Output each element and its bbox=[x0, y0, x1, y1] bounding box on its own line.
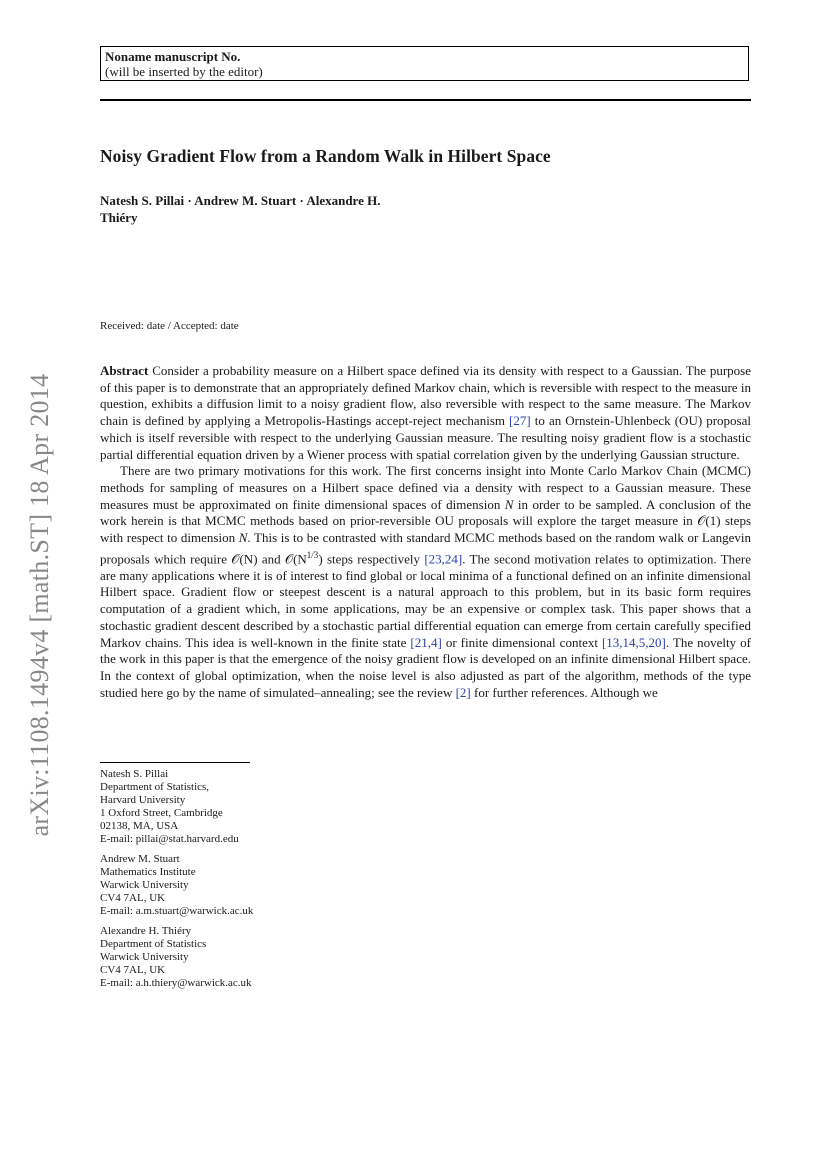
text-span: or finite dimensional context bbox=[441, 634, 602, 650]
editor-note-box bbox=[100, 46, 749, 81]
math-n: N bbox=[504, 496, 514, 512]
affiliation-line: Harvard University bbox=[100, 794, 186, 806]
abstract-label: Abstract bbox=[100, 363, 149, 378]
affiliations bbox=[100, 768, 253, 997]
affiliation-thiery bbox=[100, 925, 253, 990]
affiliation-email: E-mail: pillai@stat.harvard.edu bbox=[100, 833, 239, 845]
footnote-rule bbox=[100, 762, 250, 763]
affiliation-email: E-mail: a.m.stuart@warwick.ac.uk bbox=[100, 905, 254, 917]
affiliation-email: E-mail: a.h.thiery@warwick.ac.uk bbox=[100, 977, 252, 989]
math-big-o: 𝒪(N bbox=[284, 551, 307, 567]
citation-link[interactable]: [21,4] bbox=[410, 634, 442, 650]
text-span: Consider a probability measure on a Hilbert space defined via its density with respect to a Gaussian. The purpose of this paper is to demonstrate that an appropriately defined Markov chain, which is reversible with respect to the measure in question, exhibits a diffusion limit to a noisy gradient flow, also reversible with respect to the same measure. The Markov chain is defined by applying a Metropolis-Hastings accept-reject mechanism bbox=[100, 363, 751, 429]
editor-note: (will be inserted by the editor) bbox=[105, 64, 263, 79]
abstract-paragraph-2 bbox=[100, 463, 751, 701]
affiliation-line: Alexandre H. Thiéry bbox=[100, 925, 192, 937]
author-list bbox=[100, 192, 500, 226]
header-rule bbox=[100, 99, 751, 101]
math-big-o: 𝒪(N) bbox=[231, 551, 258, 567]
text-span: for further references. Although we bbox=[470, 684, 658, 700]
citation-link[interactable]: [27] bbox=[509, 413, 531, 429]
manuscript-number: Noname manuscript No. bbox=[105, 49, 241, 64]
citation-link[interactable]: [23,24] bbox=[424, 551, 463, 567]
abstract-paragraph-1 bbox=[100, 363, 751, 463]
text-span: . The novelty of the work in this paper is that the emergence of the noisy gradient flow is developed on an infinite dimensional Hilbert space. In the context of global optimization, when the noise level is also adjusted as part of the algorithm, methods of the type studied here go by the name of simulated–annealing; see the review bbox=[100, 634, 751, 700]
text-span: and bbox=[257, 551, 285, 567]
math-big-o: 𝒪(1) bbox=[697, 513, 721, 529]
text-span: . This is to be contrasted with standard MCMC methods based on the random walk or Langevin proposals which require bbox=[100, 530, 751, 567]
affiliation-line: Department of Statistics, bbox=[100, 781, 210, 793]
affiliation-line: Natesh S. Pillai bbox=[100, 768, 169, 780]
received-date: Received: date / Accepted: date bbox=[100, 320, 239, 332]
authors-line-2: Thiéry bbox=[100, 210, 138, 225]
authors-line-1: Natesh S. Pillai · Andrew M. Stuart · Alexandre H. bbox=[100, 193, 381, 208]
affiliation-line: Andrew M. Stuart bbox=[100, 853, 180, 865]
citation-link[interactable]: [2] bbox=[455, 684, 471, 700]
text-span: There are two primary motivations for this work. The first concerns insight into Monte Carlo Markov Chain (MCMC) methods for sampling of measures on a Hilbert space defined via a density with respect to a Gaussian measure. These measures must be approximated on finite dimensional spaces of dimension bbox=[100, 463, 751, 512]
affiliation-line: 02138, MA, USA bbox=[100, 820, 179, 832]
affiliation-line: Mathematics Institute bbox=[100, 866, 196, 878]
text-span: to an Ornstein-Uhlenbeck (OU) proposal which is itself reversible with respect to the underlying Gaussian measure. The resulting noisy gradient flow is a stochastic partial differential equation driven by a Wiener process with spatial correlation given by the underlying Gaussian structure. bbox=[100, 413, 751, 462]
text-span: in order to be sampled. A conclusion of the work herein is that MCMC methods based on prior-reversible OU proposals will explore the target measure in bbox=[100, 496, 751, 529]
math-exponent: 1/3 bbox=[306, 549, 319, 560]
affiliation-line: CV4 7AL, UK bbox=[100, 964, 166, 976]
arxiv-stamp: arXiv:1108.1494v4 [math.ST] 18 Apr 2014 bbox=[25, 373, 54, 837]
affiliation-line: Warwick University bbox=[100, 951, 189, 963]
abstract bbox=[100, 363, 751, 701]
affiliation-line: 1 Oxford Street, Cambridge bbox=[100, 807, 223, 819]
math-paren: ) bbox=[318, 551, 323, 567]
text-span: steps with respect to dimension bbox=[100, 513, 751, 546]
text-span: steps respectively bbox=[322, 551, 425, 567]
affiliation-stuart bbox=[100, 853, 253, 918]
math-n: N bbox=[238, 530, 248, 546]
paper-title: Noisy Gradient Flow from a Random Walk in Hilbert Space bbox=[100, 146, 551, 166]
affiliation-line: Department of Statistics bbox=[100, 938, 207, 950]
affiliation-line: Warwick University bbox=[100, 879, 189, 891]
text-span: . The second motivation relates to optimization. There are many applications where it is of interest to find global or local minima of a functional defined on an infinite dimensional Hilbert space. Gradient flow or steepest descent is a natural approach to this problem, but in its basic form requires computation of a gradient which, in some applications, may be an expensive or complex task. This paper shows that a stochastic gradient descent described by a stochastic partial differential equation can emerge from certain carefully specified Markov chains. This idea is well-known in the finite state bbox=[100, 551, 751, 650]
affiliation-pillai bbox=[100, 768, 253, 846]
citation-link[interactable]: [13,14,5,20] bbox=[601, 634, 666, 650]
affiliation-line: CV4 7AL, UK bbox=[100, 892, 166, 904]
